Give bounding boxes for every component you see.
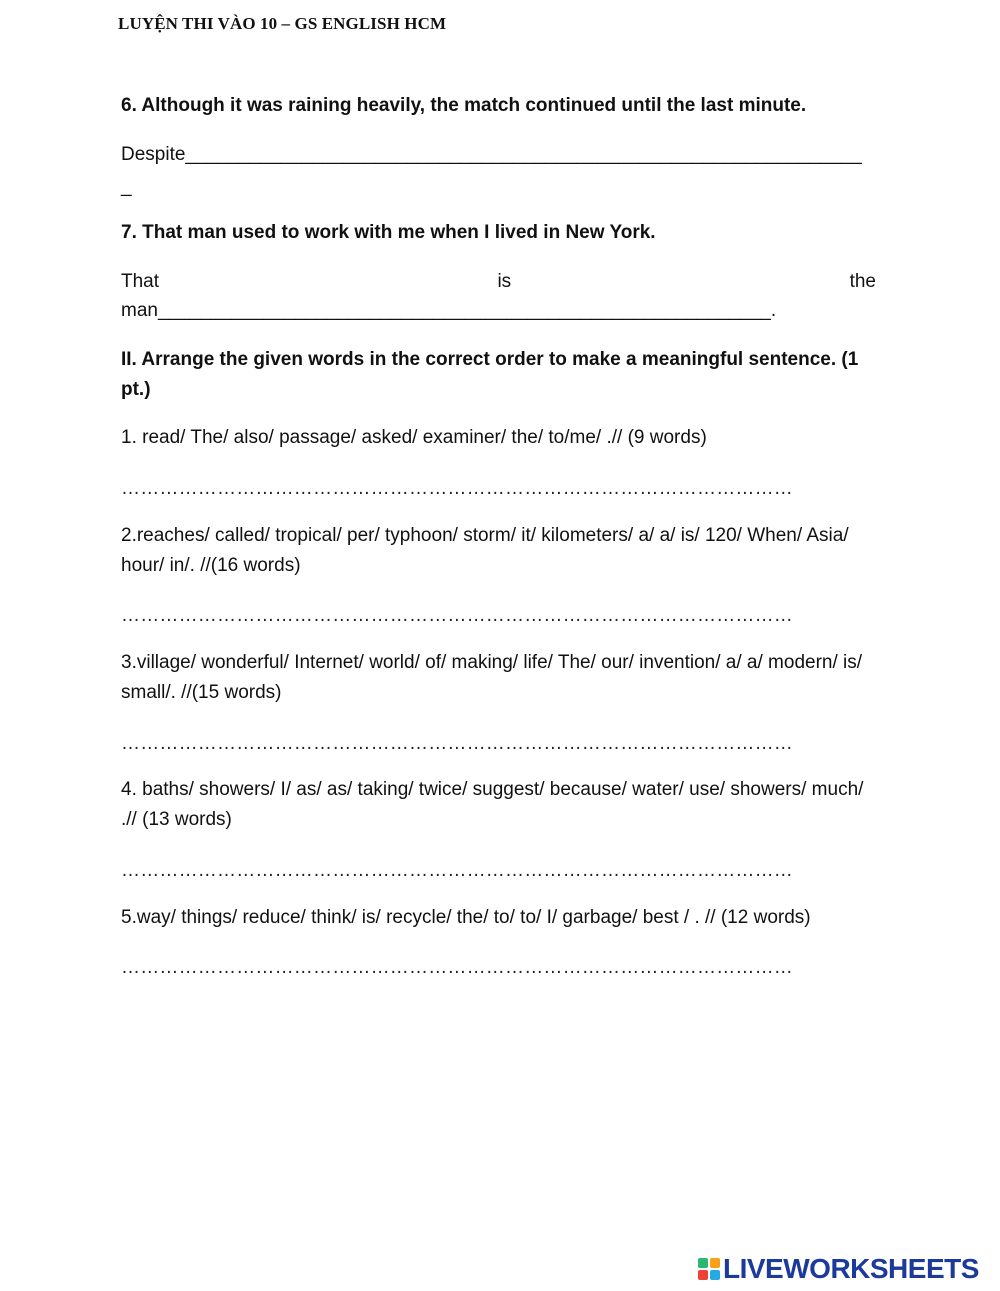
arrange-item-5-answer[interactable]: …………………………………………………………………………………………… [121, 957, 793, 978]
section-2-heading: II. Arrange the given words in the correct order to make a meaningful sentence. (1 pt.) [121, 349, 859, 400]
question-7-prompt: 7. That man used to work with me when I lived in New York. [121, 222, 656, 243]
arrange-item-4-prompt: 4. baths/ showers/ I/ as/ as/ taking/ twice/ suggest/ because/ water/ use/ showers/ much/ .// (13 words) [121, 779, 864, 830]
answer-word-is: is [497, 271, 512, 292]
question-6-answer-line-tail: _ [121, 176, 132, 197]
answer-word-that: That [121, 271, 160, 292]
liveworksheets-logo [698, 1252, 979, 1286]
question-7-answer-line[interactable]: man__________________________________________________________. [121, 300, 777, 321]
question-6-answer-line[interactable]: Despite________________________________________________________________ [121, 144, 862, 165]
liveworksheets-logo-text: LIVEWORKSHEETS [723, 1253, 979, 1284]
logo-square-e [710, 1270, 720, 1280]
logo-square-i [710, 1258, 720, 1268]
logo-square-l [698, 1258, 708, 1268]
arrange-item-3-prompt: 3.village/ wonderful/ Internet/ world/ of/ making/ life/ The/ our/ invention/ a/ a/ modern/ is/ small/. //(15 words) [121, 652, 863, 703]
arrange-item-1-answer[interactable]: …………………………………………………………………………………………… [121, 478, 793, 499]
arrange-item-1-prompt: 1. read/ The/ also/ passage/ asked/ examiner/ the/ to/me/ .// (9 words) [121, 427, 707, 448]
arrange-item-2-prompt: 2.reaches/ called/ tropical/ per/ typhoon/ storm/ it/ kilometers/ a/ a/ is/ 120/ When/ Asia/ hour/ in/. //(16 words) [121, 525, 849, 576]
question-6-prompt: 6. Although it was raining heavily, the match continued until the last minute. [121, 95, 807, 116]
worksheet-header: LUYỆN THI VÀO 10 – GS ENGLISH HCM [118, 14, 447, 33]
liveworksheets-logo-mark-icon [698, 1258, 720, 1280]
answer-word-the: the [849, 271, 876, 292]
question-7-answer-row [121, 267, 876, 297]
arrange-item-5-prompt: 5.way/ things/ reduce/ think/ is/ recycle/ the/ to/ to/ I/ garbage/ best / . // (12 words) [121, 907, 811, 928]
arrange-item-4-answer[interactable]: …………………………………………………………………………………………… [121, 860, 793, 881]
arrange-item-2-answer[interactable]: …………………………………………………………………………………………… [121, 605, 793, 626]
arrange-item-3-answer[interactable]: …………………………………………………………………………………………… [121, 733, 793, 754]
logo-square-v [698, 1270, 708, 1280]
